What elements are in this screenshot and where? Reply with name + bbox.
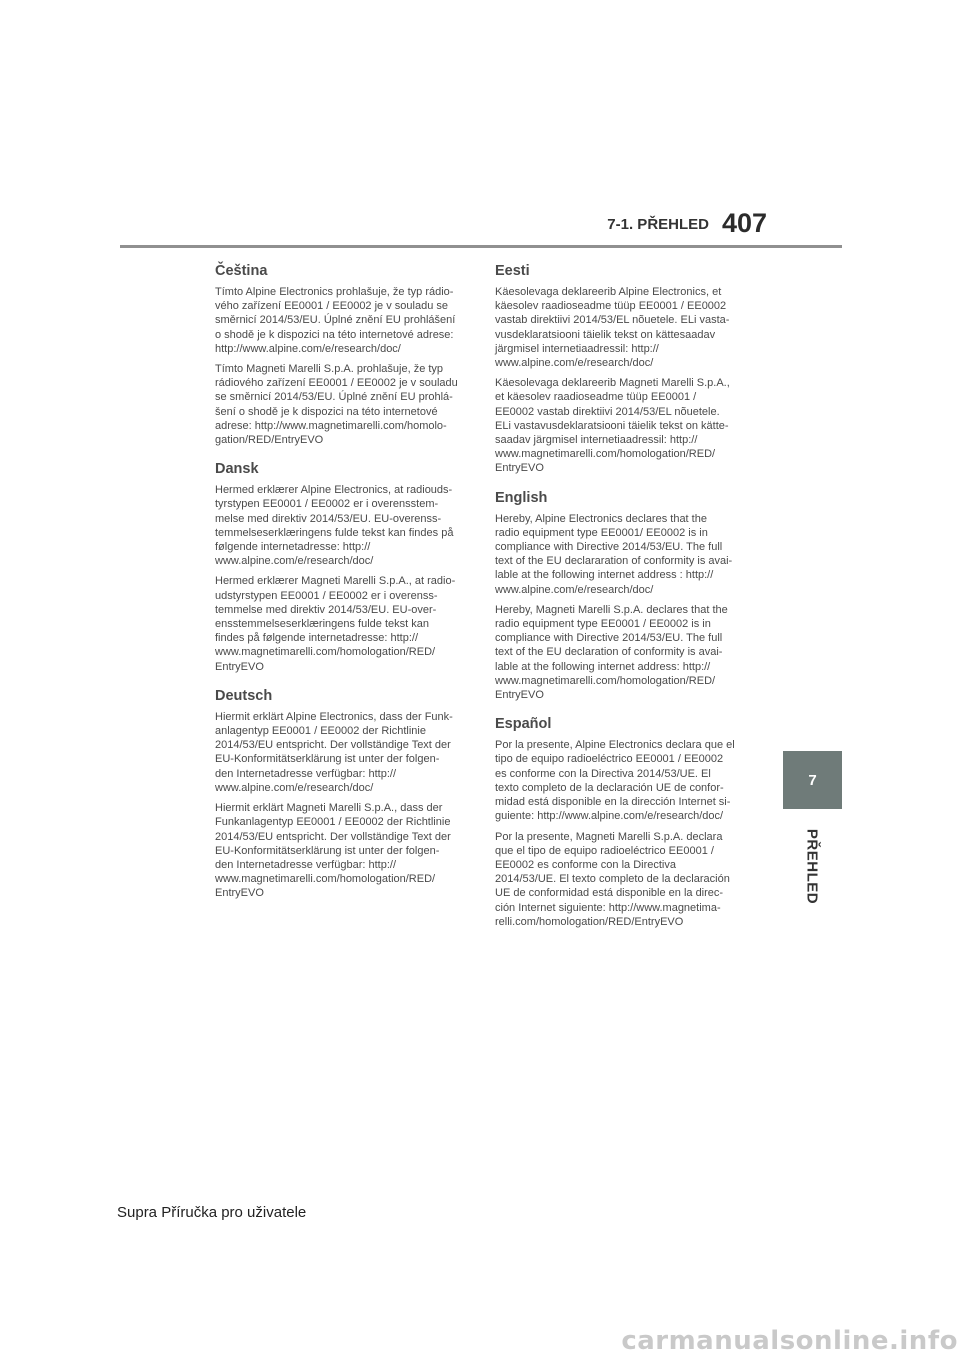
declaration-paragraph: Por la presente, Magneti Marelli S.p.A. declara que el tipo de equipo radioeléctrico EE0001 / EE0002 es conforme con la Directiva 2014/53/UE. El texto completo de la declaración UE de conformidad está disponible en la direc- ción Internet siguiente: http://www.magnetima- relli.com/homologation/RED/EntryEVO — [495, 830, 730, 928]
section-title: 7-1. PŘEHLED — [607, 216, 709, 233]
declaration-paragraph: Por la presente, Alpine Electronics declara que el tipo de equipo radioeléctrico EE0001 / EE0002 es conforme con la Directiva 2014/53/UE. El texto completo de la declaración UE de confor- midad está disponible en la dirección Internet si- guiente: http://www.alpine.com/e/research/doc/ — [495, 739, 735, 823]
language-section-dansk — [215, 461, 463, 674]
declaration-paragraph: Käesolevaga deklareerib Alpine Electronics, et käesolev raadioseadme tüüp EE0001 / EE0002 vastab direktiivi 2014/53/EL nõuetele. ELi vasta- vusdeklaratsiooni täielik tekst on kättesaadav järgmisel internetiaadressil: http:// www.alpine.com/e/research/doc/ — [495, 286, 730, 370]
declaration-paragraph: Tímto Magneti Marelli S.p.A. prohlašuje, že typ rádiového zařízení EE0001 / EE0002 je v souladu se směrnicí 2014/53/EU. Úplné znění EU prohlá- šení o shodě je k dispozici na této internetové adrese: http://www.magnetimarelli.com/homolo- gation/RED/EntryEVO — [215, 363, 458, 447]
declaration-paragraph: Hermed erklærer Magneti Marelli S.p.A., at radio- udstyrstypen EE0001 / EE0002 er i overenss- temmelse med direktiv 2014/53/EU. EU-over- ensstemmelseserklæringens fulde tekst kan findes på følgende internetadresse: http:// www.magnetimarelli.com/homologation/RED/ EntryEVO — [215, 575, 456, 673]
declaration-paragraph: Hereby, Alpine Electronics declares that the radio equipment type EE0001/ EE0002 is in compliance with Directive 2014/53/EU. The full text of the EU declararation of conformity is avai- lable at the following internet address : http:// www.alpine.com/e/research/doc/ — [495, 512, 733, 596]
language-heading: Español — [495, 716, 552, 733]
language-heading: Eesti — [495, 263, 530, 279]
language-section-espanol — [495, 716, 743, 929]
chapter-tab: 7 — [783, 751, 842, 809]
declaration-paragraph: Hermed erklærer Alpine Electronics, at radiouds- tyrstypen EE0001 / EE0002 er i overensstem- melse med direktiv 2014/53/EU. EU-overenss- temmelseserklæringens fulde tekst kan findes på følgende internetadresse: http:// www.alpine.com/e/research/doc/ — [215, 484, 454, 568]
language-heading: Čeština — [215, 263, 268, 279]
language-heading: Dansk — [215, 461, 259, 478]
language-heading: English — [495, 489, 548, 506]
right-column — [495, 263, 743, 943]
left-column — [215, 263, 463, 915]
chapter-side-label: PŘEHLED — [803, 828, 821, 905]
manual-title: Supra Příručka pro uživatele — [117, 1204, 307, 1221]
page-number: 407 — [722, 208, 768, 238]
declaration-paragraph: Hiermit erklärt Alpine Electronics, dass der Funk- anlagentyp EE0001 / EE0002 der Richtlinie 2014/53/EU entspricht. Der vollständige Text der EU-Konformitätserklärung ist unter der folgen- den Internetadresse verfügbar: http:// www.alpine.com/e/research/doc/ — [215, 710, 453, 794]
language-heading: Deutsch — [215, 687, 273, 704]
language-section-english — [495, 490, 743, 703]
declaration-paragraph: Hereby, Magneti Marelli S.p.A. declares that the radio equipment type EE0001 / EE0002 is in compliance with Directive 2014/53/EU. The full text of the EU declaration of conformity is avai- lable at the following internet address: http:// www.magnetimarelli.com/homologation/RED/ EntryEVO — [495, 603, 728, 702]
header-divider — [120, 245, 842, 248]
language-section-deutsch — [215, 688, 463, 901]
site-watermark: carmanualsonline.info — [621, 1326, 958, 1356]
declaration-paragraph: Hiermit erklärt Magneti Marelli S.p.A., dass der Funkanlagentyp EE0001 / EE0002 der Richtlinie 2014/53/EU entspricht. Der vollständige Text der EU-Konformitätserklärung ist unter der folgen- den Internetadresse verfügbar: http:// www.magnetimarelli.com/homologation/RED/ EntryEVO — [215, 802, 451, 900]
language-section-eesti — [495, 263, 743, 476]
declaration-paragraph: Käesolevaga deklareerib Magneti Marelli S.p.A., et käesolev raadioseadme tüüp EE0001 / EE0002 vastab direktiivi 2014/53/EL nõuetele. ELi vastavusdeklaratsiooni täielik tekst on kätte- saadav järgmisel internetiaadressil: http:// www.magnetimarelli.com/homologation/RED/ EntryEVO — [495, 377, 730, 475]
declaration-paragraph: Tímto Alpine Electronics prohlašuje, že typ rádio- vého zařízení EE0001 / EE0002 je v souladu se směrnicí 2014/53/EU. Úplné znění EU prohlášení o shodě je k dispozici na této internetové adrese: http://www.alpine.com/e/research/doc/ — [215, 286, 456, 355]
language-section-cestina — [215, 263, 463, 447]
